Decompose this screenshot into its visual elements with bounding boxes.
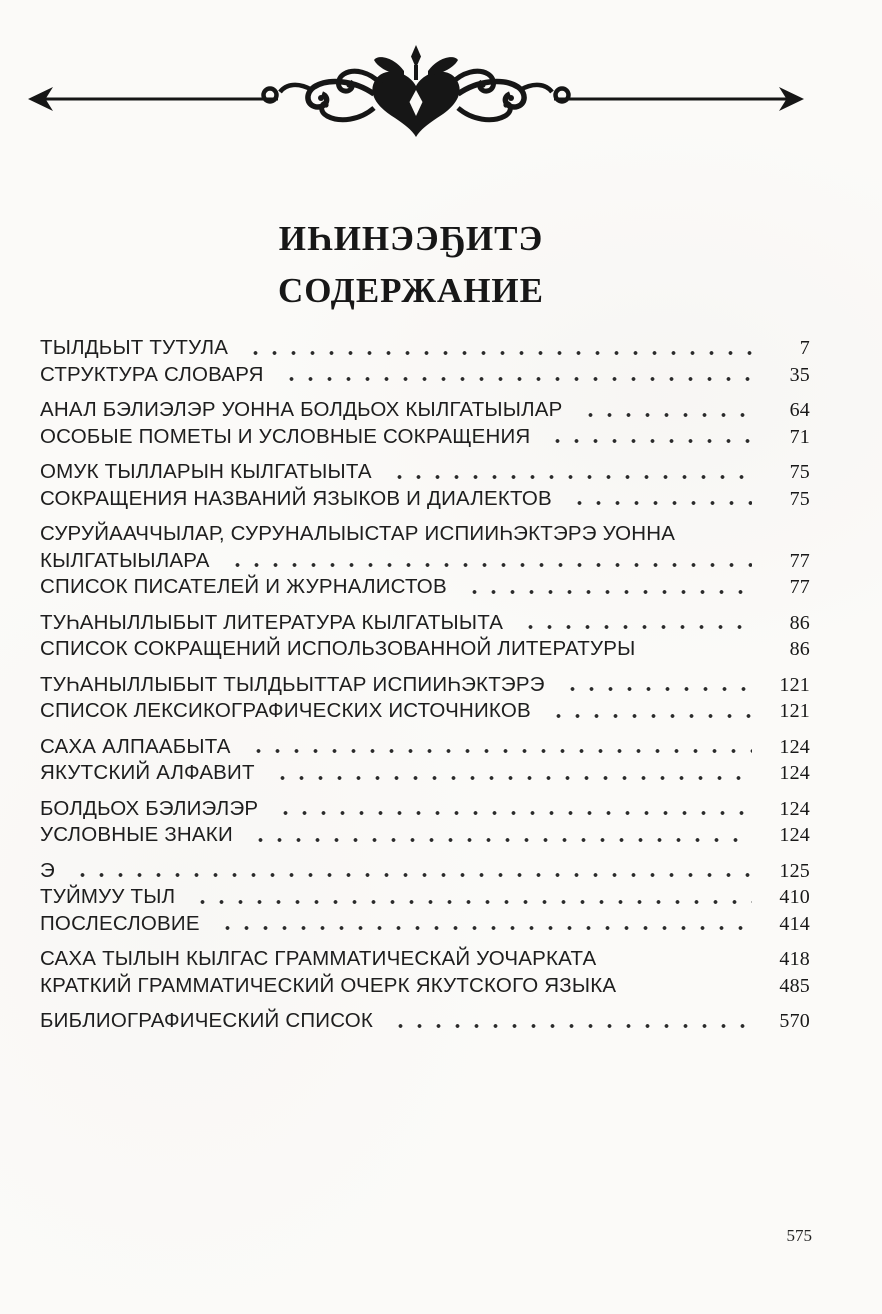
dot-leader	[276, 363, 752, 390]
dot-leader	[575, 398, 752, 425]
toc-group	[40, 947, 810, 1000]
toc-entry-title: КРАТКИЙ ГРАММАТИЧЕСКИЙ ОЧЕРК ЯКУТСКОГО ЯЗЫКА	[40, 973, 617, 997]
toc-entry-page: 418	[779, 948, 810, 970]
toc-entry-title: СОКРАЩЕНИЯ НАЗВАНИЙ ЯЗЫКОВ И ДИАЛЕКТОВ	[40, 486, 552, 510]
toc-group	[40, 336, 810, 389]
toc-entry-title: ТУҺАНЫЛЛЫБЫТ ЛИТЕРАТУРА КЫЛГАТЫЫТА	[40, 610, 504, 634]
toc-group	[40, 522, 810, 602]
dot-leader	[515, 611, 752, 638]
dot-leader	[270, 797, 752, 824]
toc-entry	[40, 885, 810, 912]
leader-spacer	[608, 947, 752, 974]
dot-leader	[459, 575, 752, 602]
toc-entry	[40, 735, 810, 762]
toc-entry-page: 86	[789, 611, 810, 634]
toc-entry-page: 124	[779, 797, 810, 820]
toc-entry-title: ЯКУТСКИЙ АЛФАВИТ	[40, 761, 255, 784]
toc-entry-page: 410	[779, 886, 810, 908]
dot-leader	[267, 761, 752, 788]
toc-entry	[40, 974, 810, 1001]
toc-entry	[40, 797, 810, 824]
page-title-russian: СОДЕРЖАНИЕ	[277, 271, 544, 310]
toc-entry-title: САХА ТЫЛЫН КЫЛГАС ГРАММАТИЧЕСКАЙ УОЧАРКАТА	[40, 947, 597, 970]
dot-leader	[385, 1009, 752, 1036]
leader-spacer	[647, 637, 752, 664]
dot-leader	[542, 425, 752, 452]
toc-entry	[40, 398, 810, 425]
toc-group	[40, 797, 810, 850]
toc-entry-page: 75	[789, 487, 810, 510]
dot-leader	[245, 823, 752, 850]
toc-entry-page: 75	[789, 461, 810, 483]
toc-entry	[40, 575, 810, 602]
toc-entry-title: СУРУЙААЧЧЫЛАР, СУРУНАЛЫЫСТАР ИСПИИҺЭКТЭРЭ УОННА	[40, 522, 676, 545]
toc-group	[40, 398, 810, 451]
toc-entry-page: 124	[779, 735, 810, 758]
toc-entry-title: Э	[40, 858, 55, 882]
toc-entry-page: 570	[779, 1010, 810, 1032]
leader-spacer	[687, 522, 796, 549]
toc-entry-page: 414	[779, 912, 810, 935]
toc-entry-title: АНАЛ БЭЛИЭЛЭР УОННА БОЛДЬОХ КЫЛГАТЫЫЛАР	[40, 398, 563, 421]
toc-entry	[40, 363, 810, 390]
toc-group	[40, 859, 810, 939]
toc-entry	[40, 761, 810, 788]
leader-spacer	[628, 974, 752, 1001]
toc-entry	[40, 336, 810, 363]
toc-entry-page: 64	[789, 399, 810, 421]
toc-entry	[40, 699, 810, 726]
scroll-flourish-divider-icon	[26, 42, 806, 147]
toc-entry-title: ОСОБЫЕ ПОМЕТЫ И УСЛОВНЫЕ СОКРАЩЕНИЯ	[40, 424, 531, 448]
toc-entry-page: 125	[779, 859, 810, 882]
toc-entry-page: 86	[789, 638, 810, 660]
dot-leader	[240, 336, 752, 363]
toc-entry-page: 124	[779, 762, 810, 784]
toc-entry-title: САХА АЛПААБЫТА	[40, 734, 231, 758]
toc-entry	[40, 549, 810, 576]
toc-entry-title: ТУЙМУУ ТЫЛ	[40, 885, 176, 908]
toc-entry-title: СТРУКТУРА СЛОВАРЯ	[40, 362, 264, 386]
dot-leader	[67, 859, 752, 886]
page-title-block	[0, 213, 822, 317]
toc-entry	[40, 425, 810, 452]
toc-group	[40, 735, 810, 788]
dot-leader	[557, 673, 752, 700]
toc-entry-page: 485	[779, 974, 810, 997]
dot-leader	[187, 885, 752, 912]
toc-entry-title: БОЛДЬОХ БЭЛИЭЛЭР	[40, 796, 259, 820]
toc-entry-page: 35	[789, 363, 810, 386]
toc-entry-title: ОМУК ТЫЛЛАРЫН КЫЛГАТЫЫТА	[40, 460, 372, 483]
page-number: 575	[786, 1226, 812, 1245]
toc-entry-title: ПОСЛЕСЛОВИЕ	[40, 911, 200, 935]
toc-entry	[40, 859, 810, 886]
toc-entry-title: СПИСОК ЛЕКСИКОГРАФИЧЕСКИХ ИСТОЧНИКОВ	[40, 699, 531, 722]
dot-leader	[212, 912, 752, 939]
toc-entry-title: БИБЛИОГРАФИЧЕСКИЙ СПИСОК	[40, 1009, 374, 1032]
toc-entry	[40, 823, 810, 850]
toc-entry-title: КЫЛГАТЫЫЛАРА	[40, 548, 210, 572]
toc-entry-page: 121	[779, 673, 810, 696]
toc-entry	[40, 673, 810, 700]
dot-leader	[243, 735, 752, 762]
toc-entry-page: 7	[799, 337, 810, 359]
toc-entry	[40, 637, 810, 664]
toc-group	[40, 673, 810, 726]
toc-entry	[40, 947, 810, 974]
toc-entry	[40, 1009, 810, 1036]
toc-entry-title: СПИСОК СОКРАЩЕНИЙ ИСПОЛЬЗОВАННОЙ ЛИТЕРАТУРЫ	[40, 637, 636, 660]
toc-entry	[40, 460, 810, 487]
dot-leader	[564, 487, 752, 514]
toc-group	[40, 460, 810, 513]
toc-entry	[40, 487, 810, 514]
toc-entry-title: ТЫЛДЬЫТ ТУТУЛА	[40, 336, 229, 359]
toc-entry	[40, 522, 810, 549]
toc-entry-page: 71	[789, 425, 810, 448]
page-title-yakut: ИҺИНЭЭҔИТЭ	[278, 219, 544, 258]
toc-entry-page: 121	[779, 700, 810, 722]
dot-leader	[222, 549, 752, 576]
toc-entry-title: УСЛОВНЫЕ ЗНАКИ	[40, 823, 233, 846]
toc-entry-page: 77	[789, 549, 810, 572]
dot-leader	[384, 460, 752, 487]
toc-entry-title: ТУҺАНЫЛЛЫБЫТ ТЫЛДЬЫТТАР ИСПИИҺЭКТЭРЭ	[40, 672, 545, 696]
toc-entry	[40, 912, 810, 939]
table-of-contents	[40, 336, 810, 1045]
toc-group	[40, 1009, 810, 1036]
toc-entry-page: 77	[789, 576, 810, 598]
toc-entry-title: СПИСОК ПИСАТЕЛЕЙ И ЖУРНАЛИСТОВ	[40, 575, 447, 598]
toc-group	[40, 611, 810, 664]
toc-entry	[40, 611, 810, 638]
dot-leader	[543, 699, 752, 726]
toc-entry-page: 124	[779, 824, 810, 846]
